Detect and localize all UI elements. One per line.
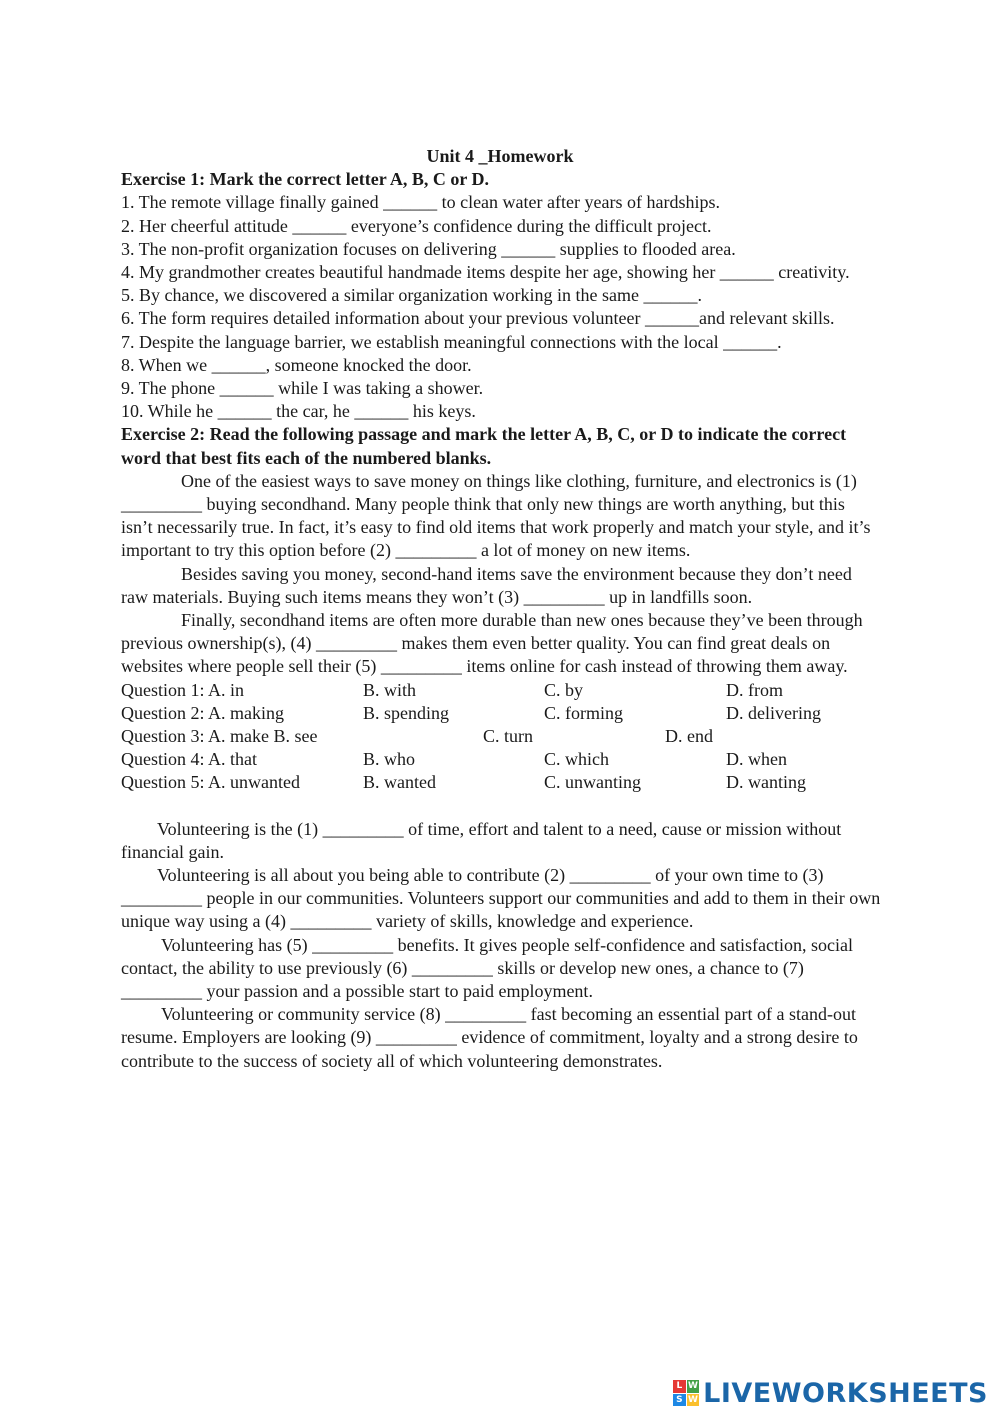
logo-text: LIVEWORKSHEETS [703,1377,988,1409]
option-c: C. by [544,679,584,700]
answer-options [121,679,881,795]
exercise1-item: 3. The non-profit organization focuses on delivering ______ supplies to flooded area. [121,238,736,259]
exercise1-item: 8. When we ______, someone knocked the door. [121,354,472,375]
question-row [121,748,881,771]
badge-cell: W [687,1394,698,1405]
option-b: B. with [363,679,417,700]
exercise1-item: 2. Her cheerful attitude ______ everyone’s confidence during the difficult project. [121,215,712,236]
page-title: Unit 4 _Homework [426,146,574,166]
exercise1-item: 10. While he ______ the car, he ______ his keys. [121,401,476,422]
option-a-b: Question 3: A. make B. see [121,726,318,747]
option-b: B. spending [363,702,450,723]
exercise1-item: 1. The remote village finally gained ______ to clean water after years of hardships. [121,192,720,213]
option-b: B. who [363,749,416,770]
liveworksheets-logo [673,1376,988,1410]
exercise2-heading: Exercise 2: Read the following passage and mark the letter A, B, C, or D to indicate the correct word that best fits each of the numbered blanks. [121,424,847,468]
badge-cell: W [687,1381,698,1392]
question-row [121,725,881,748]
passage-paragraph: Volunteering is all about you being able to contribute (2) _________ of your own time to (3) _________ people in our communities. Volunteers support our communities and add to them in their own unique way using a (4) _________ variety of skills, knowledge and experience. [121,865,881,932]
option-c: C. turn [483,726,534,747]
option-c: C. unwanting [544,772,641,793]
exercise1-item: 9. The phone ______ while I was taking a shower. [121,378,484,399]
option-d: D. when [726,749,787,770]
option-d: D. delivering [726,702,821,723]
option-b: B. wanted [363,772,436,793]
option-d: D. wanting [726,772,806,793]
exercise1-heading: Exercise 1: Mark the correct letter A, B, C or D. [121,169,490,190]
passage-paragraph: One of the easiest ways to save money on things like clothing, furniture, and electronics is (1) _________ buying secondhand. Many people think that only new things are worth anything, but this isn’t necessarily true. In fact, it’s easy to find old items that work properly and match your style, and it’s important to try this option before (2) _________ a lot of money on new items. [121,470,871,561]
exercise1-item: 7. Despite the language barrier, we establish meaningful connections with the local ______. [121,331,782,352]
exercise1-item: 4. My grandmother creates beautiful handmade items despite her age, showing her ______ creativity. [121,262,850,283]
badge-cell: L [673,1380,686,1393]
worksheet [121,145,881,1073]
option-d: D. from [726,679,783,700]
option-a: Question 2: A. making [121,702,284,723]
passage-paragraph: Besides saving you money, second-hand items save the environment because they don’t need raw materials. Buying such items means they won’t (3) _________ up in landfills soon. [121,563,852,607]
option-a: Question 1: A. in [121,679,245,700]
passage-paragraph: Finally, secondhand items are often more durable than new ones because they’ve been through previous ownership(s), (4) _________ makes them even better quality. You can find great deals on websites where people sell their (5) _________ items online for cash instead of throwing them away. [121,610,863,677]
question-row [121,679,881,702]
logo-badge-icon [673,1380,699,1406]
passage-paragraph: Volunteering or community service (8) _________ fast becoming an essential part of a stand-out resume. Employers are looking (9) _________ evidence of commitment, loyalty and a strong desire to contribute to the success of society all of which volunteering demonstrates. [121,1004,858,1071]
option-c: C. which [544,749,609,770]
passage-paragraph: Volunteering has (5) _________ benefits. It gives people self-confidence and satisfaction, social contact, the ability to use previously (6) _________ skills or develop new ones, a chance to (7) _________ your passion and a possible start to paid employment. [121,934,853,1002]
badge-cell: S [673,1394,686,1407]
option-a: Question 4: A. that [121,749,257,770]
question-row [121,771,881,794]
question-row [121,702,881,725]
exercise1-item: 6. The form requires detailed information about your previous volunteer ______and relevant skills. [121,308,835,329]
passage-paragraph: Volunteering is the (1) _________ of time, effort and talent to a need, cause or mission without financial gain. [121,818,842,862]
option-d: D. end [665,726,713,747]
exercise1-item: 5. By chance, we discovered a similar organization working in the same ______. [121,285,703,306]
option-c: C. forming [544,702,623,723]
option-a: Question 5: A. unwanted [121,772,300,793]
